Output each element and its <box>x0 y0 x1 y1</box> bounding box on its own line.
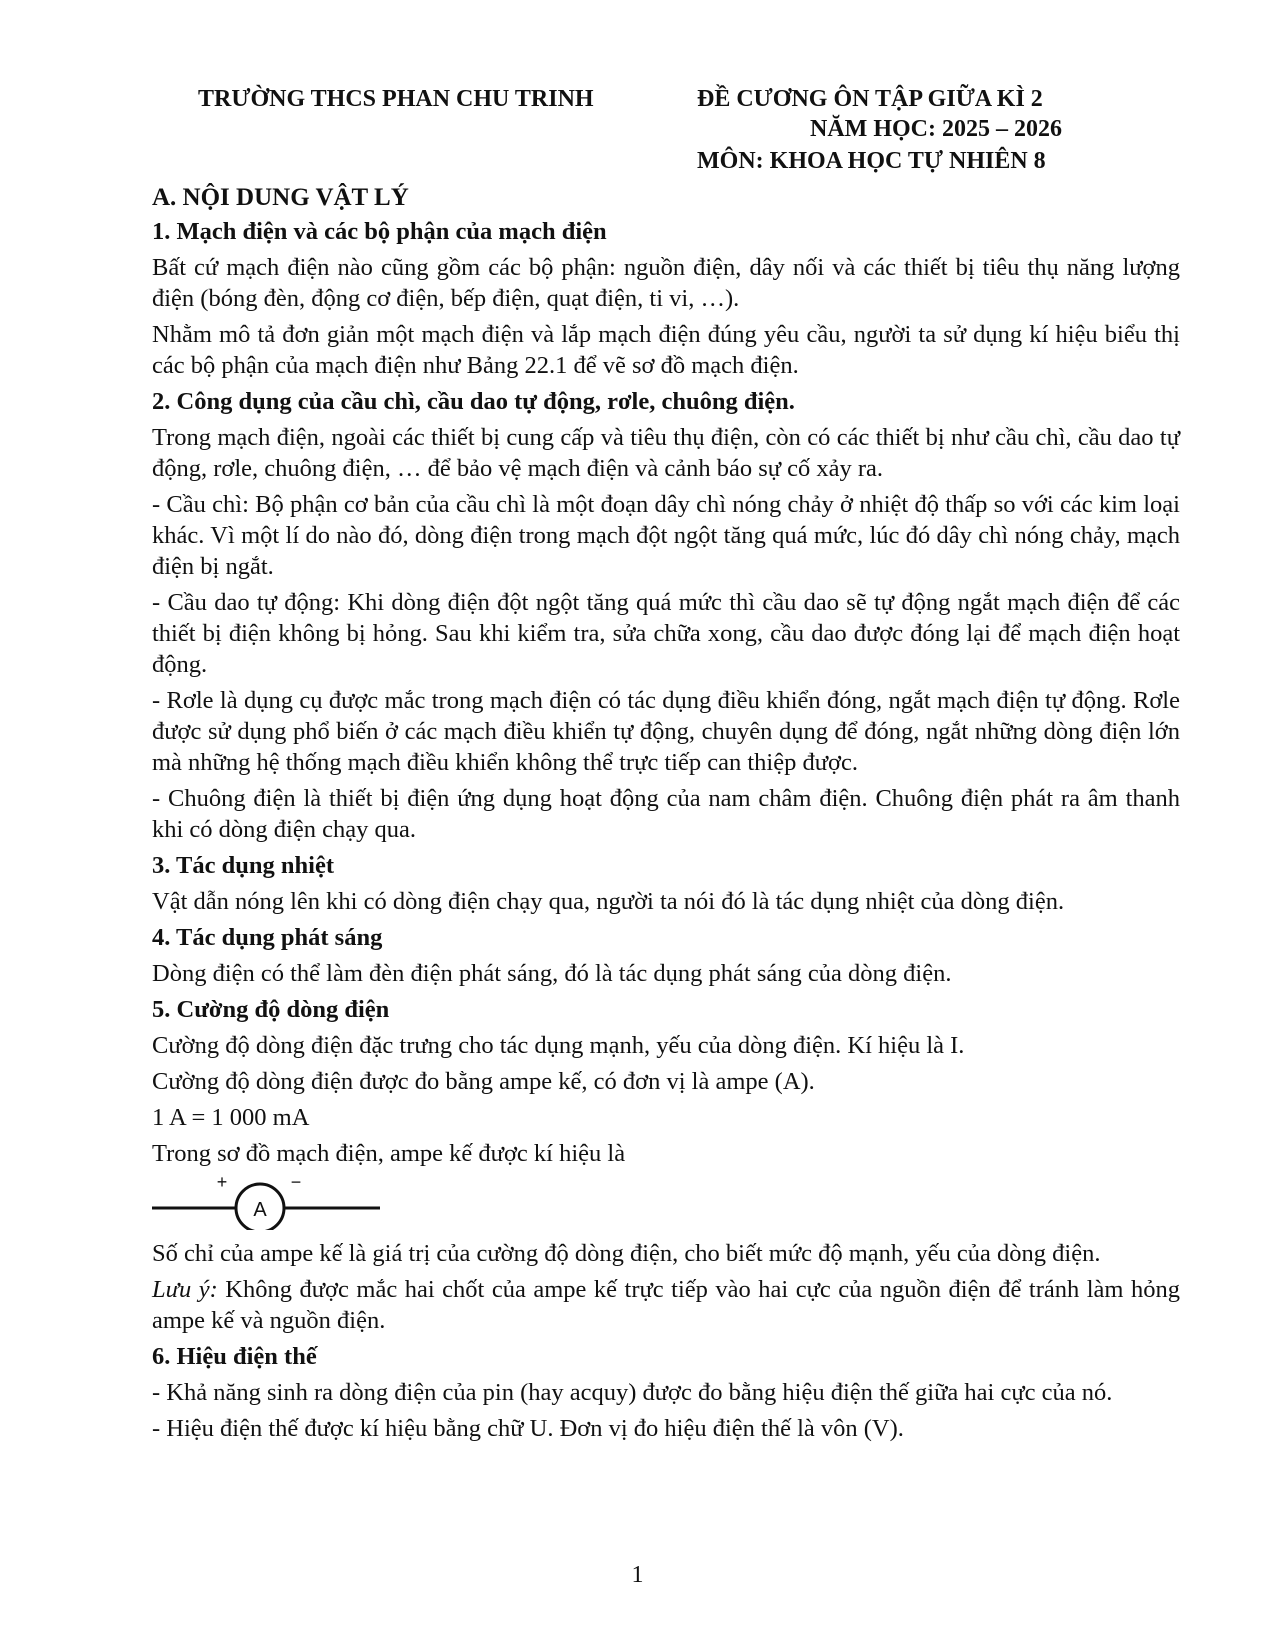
section-5-paragraph-2: Cường độ dòng điện được đo bằng ampe kế, có đơn vị là ampe (A). <box>152 1068 815 1095</box>
section-5-heading: 5. Cường độ dòng điện <box>152 996 390 1023</box>
section-2-paragraph-3: - Cầu dao tự động: Khi dòng điện đột ngột tăng quá mức thì cầu dao sẽ tự động ngắt mạch điện để các thiết bị điện không bị hỏng. Sau khi kiểm tra, sửa chữa xong, cầu dao được đóng lại để mạch điện hoạt động. <box>152 589 1180 678</box>
section-6-heading: 6. Hiệu điện thế <box>152 1343 317 1370</box>
ammeter-letter: A <box>253 1199 267 1221</box>
part-a-title: A. NỘI DUNG VẬT LÝ <box>152 184 409 211</box>
section-6-paragraph-1: - Khả năng sinh ra dòng điện của pin (hay acquy) được đo bằng hiệu điện thế giữa hai cực của nó. <box>152 1379 1113 1406</box>
subject-line: MÔN: KHOA HỌC TỰ NHIÊN 8 <box>697 148 1046 174</box>
section-1-heading: 1. Mạch điện và các bộ phận của mạch điện <box>152 218 607 245</box>
section-6-paragraph-2: - Hiệu điện thế được kí hiệu bằng chữ U. Đơn vị đo hiệu điện thế là vôn (V). <box>152 1415 904 1442</box>
main-content <box>152 182 1180 1449</box>
section-5-paragraph-4: Trong sơ đồ mạch điện, ampe kế được kí hiệu là <box>152 1140 626 1167</box>
section-2-paragraph-4: - Rơle là dụng cụ được mắc trong mạch điện có tác dụng điều khiển đóng, ngắt mạch điện tự động. Rơle được sử dụng phổ biến ở các mạch điều khiển tự động, chuyên dụng để đóng, ngắt những dòng điện lớn mà những hệ thống mạch điều khiển không thể trực tiếp can thiệp được. <box>152 687 1180 776</box>
note-text: Không được mắc hai chốt của ampe kế trực tiếp vào hai cực của nguồn điện để tránh làm hỏng ampe kế và nguồn điện. <box>152 1276 1180 1334</box>
section-2-heading: 2. Công dụng của cầu chì, cầu dao tự động, rơle, chuông điện. <box>152 388 795 415</box>
ammeter-plus-terminal: + <box>216 1174 228 1192</box>
ammeter-minus-terminal: − <box>290 1174 302 1192</box>
note-label: Lưu ý: <box>152 1276 218 1303</box>
section-4-heading: 4. Tác dụng phát sáng <box>152 924 383 951</box>
section-5-paragraph-1: Cường độ dòng điện đặc trưng cho tác dụng mạnh, yếu của dòng điện. Kí hiệu là I. <box>152 1032 965 1059</box>
section-1-paragraph-2: Nhằm mô tả đơn giản một mạch điện và lắp mạch điện đúng yêu cầu, người ta sử dụng kí hiệu biểu thị các bộ phận của mạch điện như Bảng 22.1 để vẽ sơ đồ mạch điện. <box>152 321 1180 379</box>
section-3-paragraph-1: Vật dẫn nóng lên khi có dòng điện chạy qua, người ta nói đó là tác dụng nhiệt của dòng điện. <box>152 888 1065 915</box>
section-2-paragraph-5: - Chuông điện là thiết bị điện ứng dụng hoạt động của nam châm điện. Chuông điện phát ra âm thanh khi có dòng điện chạy qua. <box>152 785 1180 843</box>
section-1-paragraph-1: Bất cứ mạch điện nào cũng gồm các bộ phận: nguồn điện, dây nối và các thiết bị tiêu thụ năng lượng điện (bóng đèn, động cơ điện, bếp điện, quạt điện, ti vi, …). <box>152 254 1180 312</box>
section-4-paragraph-1: Dòng điện có thể làm đèn điện phát sáng, đó là tác dụng phát sáng của dòng điện. <box>152 960 952 987</box>
document-title: ĐỀ CƯƠNG ÔN TẬP GIỮA KÌ 2 <box>697 86 1043 112</box>
ammeter-symbol-icon <box>152 1174 384 1230</box>
section-3-heading: 3. Tác dụng nhiệt <box>152 852 334 879</box>
section-2-paragraph-2: - Cầu chì: Bộ phận cơ bản của cầu chì là một đoạn dây chì nóng chảy ở nhiệt độ thấp so với các kim loại khác. Vì một lí do nào đó, dòng điện trong mạch đột ngột tăng quá mức, lúc đó dây chì nóng chảy, mạch điện bị ngắt. <box>152 491 1180 580</box>
school-name: TRƯỜNG THCS PHAN CHU TRINH <box>198 86 594 112</box>
school-year: NĂM HỌC: 2025 – 2026 <box>810 116 1062 142</box>
section-5-unit-conversion: 1 A = 1 000 mA <box>152 1104 310 1131</box>
page-number: 1 <box>631 1562 644 1588</box>
section-5-paragraph-5: Số chỉ của ampe kế là giá trị của cường độ dòng điện, cho biết mức độ mạnh, yếu của dòng điện. <box>152 1240 1101 1267</box>
section-5-note <box>152 1274 1180 1336</box>
section-2-paragraph-1: Trong mạch điện, ngoài các thiết bị cung cấp và tiêu thụ điện, còn có các thiết bị như cầu chì, cầu dao tự động, rơle, chuông điện, … để bảo vệ mạch điện và cảnh báo sự cố xảy ra. <box>152 424 1180 482</box>
